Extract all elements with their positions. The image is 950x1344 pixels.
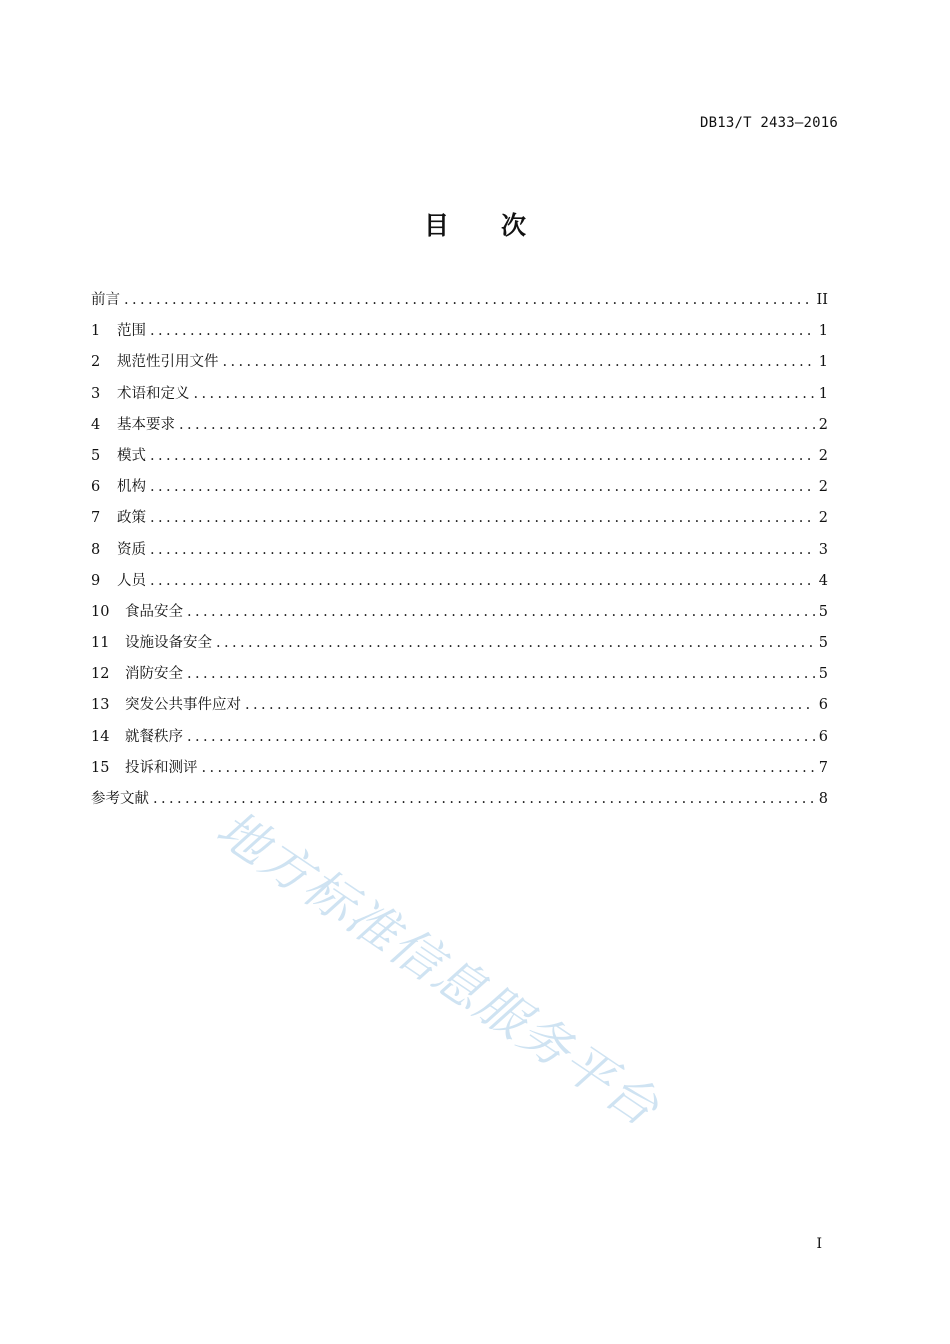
toc-entry[interactable] bbox=[91, 631, 828, 662]
toc-label: 机构 bbox=[117, 479, 146, 496]
toc-page-number: 8 bbox=[818, 791, 828, 807]
title-part-2: 次 bbox=[501, 211, 527, 240]
toc-leader-dots bbox=[202, 760, 815, 776]
toc-entry[interactable] bbox=[91, 756, 828, 787]
toc-leader-dots bbox=[187, 729, 815, 745]
toc-label: 食品安全 bbox=[125, 603, 183, 620]
toc-page-number: 2 bbox=[818, 416, 828, 433]
toc-section-number: 14 bbox=[91, 728, 110, 745]
toc-section-number: 8 bbox=[91, 541, 101, 558]
toc-page-number: 5 bbox=[818, 635, 828, 652]
toc-page-number: 5 bbox=[818, 603, 828, 620]
toc-leader-dots bbox=[223, 354, 815, 370]
toc-leader-dots bbox=[245, 697, 815, 713]
toc-page-number: 1 bbox=[818, 323, 828, 340]
toc-label: 资质 bbox=[117, 541, 146, 558]
toc-section-number: 13 bbox=[91, 697, 110, 714]
toc-page-number: 4 bbox=[818, 572, 828, 589]
toc-label: 规范性引用文件 bbox=[117, 354, 219, 371]
toc-section-number: 12 bbox=[91, 666, 110, 683]
page-number: I bbox=[816, 1236, 822, 1252]
toc-entry[interactable] bbox=[91, 319, 828, 350]
toc-entry[interactable] bbox=[91, 350, 828, 381]
toc-leader-dots bbox=[216, 635, 815, 651]
toc-label: 基本要求 bbox=[117, 416, 175, 433]
toc-label: 范围 bbox=[117, 323, 146, 340]
toc-section-number: 10 bbox=[91, 603, 110, 620]
table-of-contents bbox=[91, 288, 828, 818]
toc-entry[interactable] bbox=[91, 444, 828, 475]
toc-page-number: II bbox=[816, 292, 828, 308]
toc-label: 设施设备安全 bbox=[125, 635, 212, 652]
toc-leader-dots bbox=[187, 666, 815, 682]
toc-page-number: 1 bbox=[818, 354, 828, 371]
toc-section-number: 7 bbox=[91, 510, 101, 527]
toc-label: 政策 bbox=[117, 510, 146, 527]
title-part-1: 目 bbox=[423, 211, 449, 240]
toc-entry[interactable] bbox=[91, 600, 828, 631]
toc-page-number: 2 bbox=[818, 510, 828, 527]
toc-label: 就餐秩序 bbox=[125, 728, 183, 745]
page-title bbox=[0, 206, 950, 242]
toc-entry[interactable] bbox=[91, 382, 828, 413]
toc-label: 人员 bbox=[117, 572, 146, 589]
toc-page-number: 1 bbox=[818, 385, 828, 402]
toc-label: 突发公共事件应对 bbox=[125, 697, 241, 714]
toc-page-number: 6 bbox=[818, 728, 828, 745]
toc-entry[interactable] bbox=[91, 288, 828, 319]
toc-section-number: 11 bbox=[91, 635, 110, 652]
toc-label: 术语和定义 bbox=[117, 385, 190, 402]
toc-section-number: 15 bbox=[91, 759, 110, 776]
toc-section-number: 5 bbox=[91, 447, 101, 464]
toc-section-number: 6 bbox=[91, 479, 101, 496]
toc-label: 消防安全 bbox=[125, 666, 183, 683]
toc-label: 参考文献 bbox=[91, 791, 149, 807]
toc-label: 投诉和测评 bbox=[125, 759, 198, 776]
watermark: 地方标准信息服务平台 bbox=[206, 799, 670, 1138]
toc-entry[interactable] bbox=[91, 569, 828, 600]
toc-page-number: 3 bbox=[818, 541, 828, 558]
toc-page-number: 5 bbox=[818, 666, 828, 683]
toc-leader-dots bbox=[179, 417, 815, 433]
toc-section-number: 4 bbox=[91, 416, 101, 433]
toc-page-number: 6 bbox=[818, 697, 828, 714]
toc-entry[interactable] bbox=[91, 413, 828, 444]
toc-leader-dots bbox=[150, 510, 815, 526]
document-code: DB13/T 2433—2016 bbox=[699, 115, 838, 131]
toc-label: 前言 bbox=[91, 292, 120, 308]
toc-section-number: 2 bbox=[91, 354, 101, 371]
toc-page-number: 2 bbox=[818, 479, 828, 496]
toc-leader-dots bbox=[150, 323, 815, 339]
toc-entry[interactable] bbox=[91, 538, 828, 569]
toc-section-number: 1 bbox=[91, 323, 101, 340]
toc-leader-dots bbox=[150, 573, 815, 589]
toc-label: 模式 bbox=[117, 447, 146, 464]
toc-section-number: 9 bbox=[91, 572, 101, 589]
toc-entry[interactable] bbox=[91, 725, 828, 756]
toc-section-number: 3 bbox=[91, 385, 101, 402]
toc-leader-dots bbox=[150, 479, 815, 495]
toc-leader-dots bbox=[150, 448, 815, 464]
toc-leader-dots bbox=[124, 292, 813, 308]
toc-leader-dots bbox=[150, 542, 815, 558]
toc-entry[interactable] bbox=[91, 693, 828, 724]
toc-entry[interactable] bbox=[91, 506, 828, 537]
toc-entry[interactable] bbox=[91, 662, 828, 693]
toc-leader-dots bbox=[187, 604, 815, 620]
toc-entry[interactable] bbox=[91, 787, 828, 818]
toc-entry[interactable] bbox=[91, 475, 828, 506]
toc-leader-dots bbox=[194, 386, 815, 402]
toc-page-number: 7 bbox=[818, 759, 828, 776]
toc-page-number: 2 bbox=[818, 447, 828, 464]
